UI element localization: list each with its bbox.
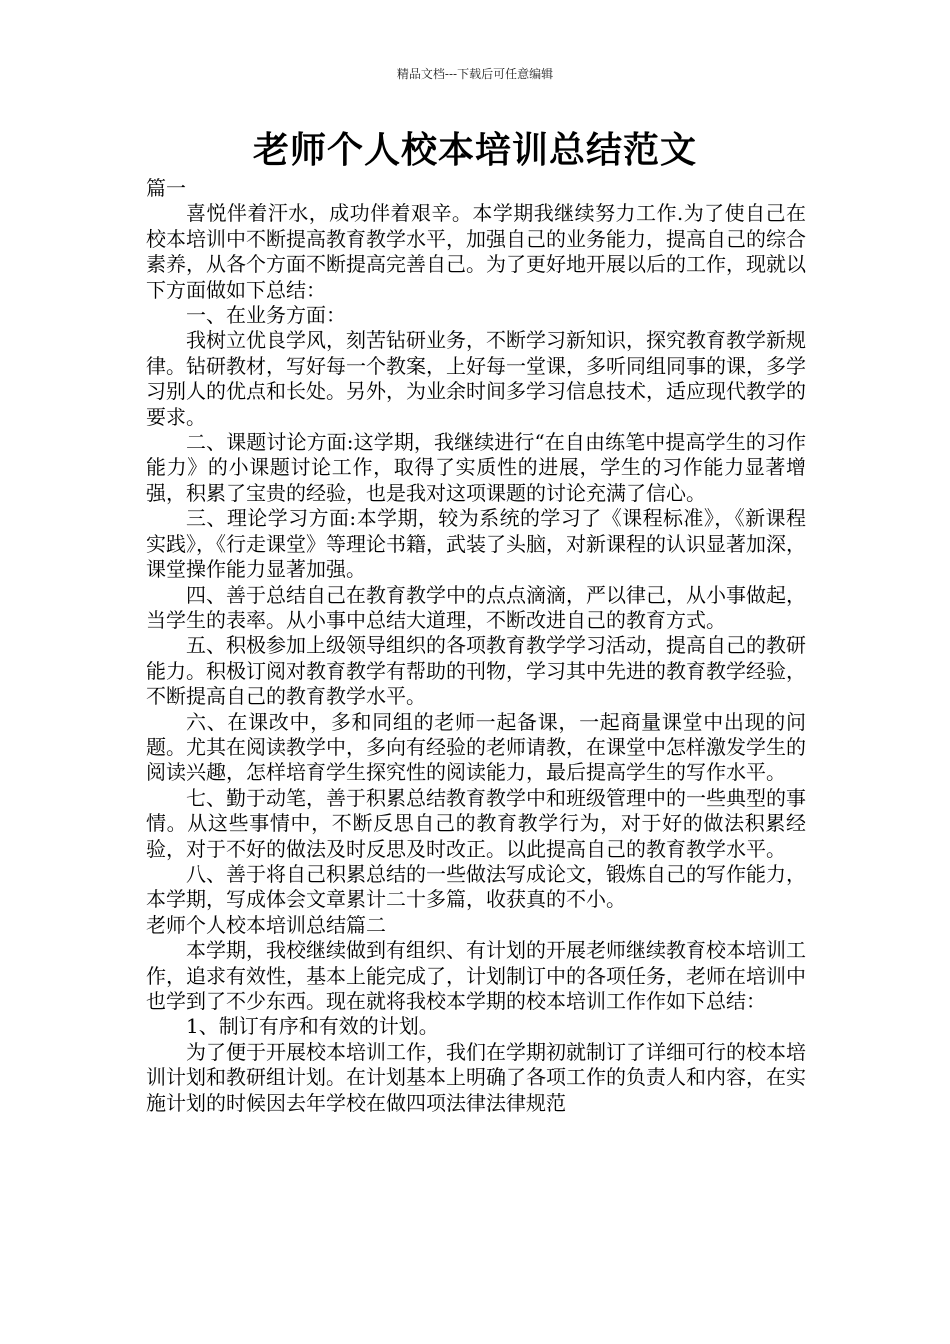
paragraph: 七、勤于动笔，善于积累总结教育教学中和班级管理中的一些典型的事情。从这些事情中，不断反思自己的教育教学行为，对于好的做法积累经验，对于不好的做法及时反思及时改正。以此提高自己的教育教学水平。 xyxy=(146,785,806,861)
header-note: 精品文档---下载后可任意编辑 xyxy=(396,67,554,81)
paragraph: 篇一 xyxy=(146,176,186,200)
paragraph: 三、理论学习方面:本学期，较为系统的学习了《课程标准》，《新课程实践》，《行走课堂》等理论书籍，武装了头脑，对新课程的认识显著加深，课堂操作能力显著加强。 xyxy=(146,506,806,582)
paragraph: 我树立优良学风，刻苦钻研业务，不断学习新知识，探究教育教学新规律。钻研教材，写好每一个教案，上好每一堂课，多听同组同事的课，多学习别人的优点和长处。另外，为业余时间多学习信息技术，适应现代教学的要求。 xyxy=(146,328,806,429)
paragraph: 为了便于开展校本培训工作，我们在学期初就制订了详细可行的校本培训计划和教研组计划。在计划基本上明确了各项工作的负责人和内容，在实施计划的时候因去年学校在做四项法律法律规范 xyxy=(146,1039,806,1115)
paragraph: 1、制订有序和有效的计划。 xyxy=(186,1014,439,1039)
document-title: 老师个人校本培训总结范文 xyxy=(252,130,697,171)
paragraph: 五、积极参加上级领导组织的各项教育教学学习活动，提高自己的教研能力。积极订阅对教育教学有帮助的刊物，学习其中先进的教育教学经验，不断提高自己的教育教学水平。 xyxy=(146,633,806,709)
paragraph: 一、在业务方面： xyxy=(186,303,346,328)
paragraph: 四、善于总结自己在教育教学中的点点滴滴，严以律己，从小事做起，当学生的表率。从小事中总结大道理，不断改进自己的教育方式。 xyxy=(146,582,806,632)
paragraph: 六、在课改中，多和同组的老师一起备课，一起商量课堂中出现的问题。尤其在阅读教学中，多向有经验的老师请教，在课堂中怎样激发学生的阅读兴趣，怎样培育学生探究性的阅读能力，最后提高学生的写作水平。 xyxy=(146,709,806,785)
paragraph: 喜悦伴着汗水，成功伴着艰辛。本学期我继续努力工作.为了使自己在校本培训中不断提高教育教学水平，加强自己的业务能力，提高自己的综合素养，从各个方面不断提高完善自己。为了更好地开展以后的工作，现就以下方面做如下总结： xyxy=(146,201,806,302)
paragraph: 本学期，我校继续做到有组织、有计划的开展老师继续教育校本培训工作，追求有效性，基本上能完成了，计划制订中的各项任务，老师在培训中也学到了不少东西。现在就将我校本学期的校本培训工作作如下总结： xyxy=(146,938,806,1013)
paragraph: 八、善于将自己积累总结的一些做法写成论文，锻炼自己的写作能力，本学期，写成体会文章累计二十多篇，收获真的不小。 xyxy=(146,861,806,912)
paragraph: 二、课题讨论方面:这学期，我继续进行“在自由练笔中提高学生的习作能力》的小课题讨论工作，取得了实质性的进展，学生的习作能力显著增强，积累了宝贵的经验，也是我对这项课题的讨论充满了信心。 xyxy=(146,430,806,505)
document-body xyxy=(146,176,806,1116)
paragraph: 老师个人校本培训总结篇二 xyxy=(146,912,386,937)
